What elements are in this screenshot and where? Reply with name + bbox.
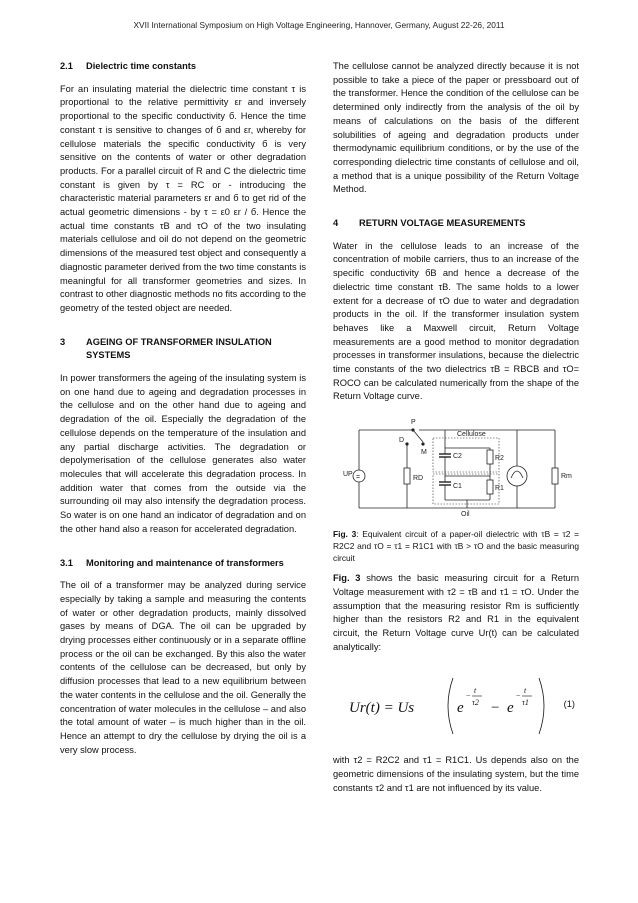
caption-text: : Equivalent circuit of a paper-oil dielectric with τB = τ2 = R2C2 and τO = τ1 = R1C1 with τB > τO and the basic measuring circuit bbox=[333, 529, 580, 564]
switch-node-m bbox=[422, 443, 424, 445]
right-column bbox=[333, 60, 579, 804]
label-m: M bbox=[421, 449, 427, 457]
fig3-ref: Fig. 3 bbox=[333, 573, 361, 584]
resistor-r2 bbox=[487, 450, 493, 464]
switch-node-p bbox=[412, 429, 414, 431]
exp-minus-2: − bbox=[516, 691, 521, 701]
section-4-paragraph: Water in the cellulose leads to an increase of the concentration of mobile carriers, thus to an increase of the specific conductivity бB and hence a decrease of the dielectric time constant τB. The same holds to a lower extent for a decrease of τO due to water and degradation products in the oil. If the transformer insulation system behaves like a Maxwell circuit, Return Voltage measurements are a good method to monitor degradation processes in transformer insulations, because the dielectric time constants of the two dielectrics τB = RBCB and τO= ROCO can be calculated numerically from the shape of the Return Voltage curve. bbox=[333, 240, 579, 402]
label-d: D bbox=[399, 437, 405, 445]
section-2-1-paragraph: For an insulating material the dielectric time constant τ is proportional to the relative permittivity εr and inversely proportional to the specific conductivity б. Hence the time constant τ is sensitive to changes of б and εr, whereby for cellulose materials the specific conductivity б is very sensitive on the contents of water or other degradation products. For a parallel circuit of R and C the dielectric time constant is given by τ = RC or - introducing the characteristic material parameters εr and б to get rid of the actual geometric dimensions - by τ = ε0 εr / б. Hence the actual time constants τB and τO of the two insulating materials cellulose and oil do not depend on the geometric dimensions of the measured test object and consequently a diagnostic parameter derived from the two time constants is meaningful for all transformer geometries and sizes. In contrast to other diagnostic methods no fits according to the geometry of the tested object are needed. bbox=[60, 83, 306, 313]
cellulose-paragraph: The cellulose cannot be analyzed directly because it is not possible to take a piece of the paper or pressboard out of the transformer. Hence the condition of the cellulose can be determined only indirectly from the analysis of the oil by means of calculations on the basis of the different solubilities of ageing and degradation products under thermodynamic equilibrium conditions, or by the use of the corresponding dielectric time constants of cellulose and oil, a method that is a unique possibility of the Return Voltage Method. bbox=[333, 61, 579, 195]
label-c2: C2 bbox=[453, 453, 462, 461]
label-p: P bbox=[411, 419, 416, 427]
left-column bbox=[60, 60, 306, 765]
figure-3-circuit bbox=[333, 412, 579, 522]
after-equation-paragraph: with τ2 = R2C2 and τ1 = R1C1. Us depends also on the geometric dimensions of the insulating system, but the time constants τ2 and τ1 are not influenced by its value. bbox=[333, 755, 579, 793]
label-r1: R1 bbox=[495, 485, 504, 493]
voltmeter-circle bbox=[507, 466, 527, 486]
circuit-diagram bbox=[345, 412, 575, 522]
section-3-heading: 3 AGEING OF TRANSFORMER INSULATION SYSTEMS bbox=[60, 336, 272, 361]
exp-t-2: t bbox=[524, 686, 527, 696]
resistor-r1 bbox=[487, 480, 493, 494]
equation-1 bbox=[333, 662, 579, 746]
fig3-description-paragraph bbox=[333, 572, 579, 654]
label-oil: Oil bbox=[461, 511, 470, 519]
exp-e-1: e bbox=[457, 700, 464, 717]
section-4-heading: 4 RETURN VOLTAGE MEASUREMENTS bbox=[333, 218, 526, 229]
equation-number: (1) bbox=[563, 699, 575, 710]
label-cellulose: Cellulose bbox=[457, 431, 486, 439]
exp-minus-1: − bbox=[466, 691, 471, 701]
fig3-description-text: shows the basic measuring circuit for a Return Voltage measurement with τ2 = τB and τ1 = τO. Under the assumption that the measuring resistor Rm is sufficiently higher than the resistors R2 and R1 in the equivalent circuit, the Return Voltage curve Ur(t) can be calculated analytically: bbox=[333, 573, 579, 652]
figure-3-caption bbox=[333, 528, 579, 564]
oil-box bbox=[433, 474, 499, 504]
equation-lhs: Ur(t) = Us bbox=[349, 700, 415, 717]
label-source-eq: = bbox=[356, 474, 361, 482]
resistor-rd bbox=[404, 468, 410, 484]
section-3-1-paragraph: The oil of a transformer may be analyzed during service especially by taking a sample and measuring the contents of water or other degradation products, mainly dissolved gases by means of DGA. The oil can be upgraded by drying processes either continuously or in a separate offline process or the oil can be exchanged. By this also the water contents of the cellulose can be decreased, but only by diffusion processes that lead to a new equilibrium between the water contents in the cellulose and the oil. Generally the concentration of water molecules in the cellulose – and also the total amount of water – is much higher than in the oil. Hence an attempt to dry the cellulose by drying the oil is a very slow process. bbox=[60, 580, 306, 755]
cellulose-box bbox=[433, 438, 499, 472]
section-3-1-heading: 3.1 Monitoring and maintenance of transformers bbox=[60, 557, 284, 568]
section-2-1-heading: 2.1 Dielectric time constants bbox=[60, 61, 197, 71]
label-c1: C1 bbox=[453, 483, 462, 491]
exp-tau1: τ1 bbox=[522, 698, 529, 708]
eq-minus: − bbox=[491, 700, 500, 717]
label-r2: R2 bbox=[495, 455, 504, 463]
label-rm: Rm bbox=[561, 473, 572, 481]
exp-e-2: e bbox=[507, 700, 514, 717]
label-up: UP bbox=[343, 471, 353, 479]
resistor-rm bbox=[552, 468, 558, 484]
exp-t-1: t bbox=[474, 686, 477, 696]
section-3-paragraph: In power transformers the ageing of the insulating system is on one hand due to ageing and degradation processes in the cellulose and on the other hand due to ageing and degradation of the oil. Especially the degradation of the cellulose depends on the temperature of the insulation and any partial discharge activities. The degradation or depolymerisation of the cellulose generates also water molecules that will accelerate this degradation process. In addition water that comes from the outside via the surrounding oil may also intensify the degradation process. So water is on one hand an indicator of degradation and on the other hand also a reason for accelerated degradation. bbox=[60, 373, 306, 534]
page-header: XVII International Symposium on High Voltage Engineering, Hannover, Germany, August 22-26, 2011 bbox=[133, 20, 505, 30]
equation-svg bbox=[333, 662, 563, 746]
left-paren bbox=[448, 678, 453, 734]
caption-lead: Fig. 3 bbox=[333, 529, 357, 540]
voltmeter-arc bbox=[511, 471, 523, 478]
exp-tau2: τ2 bbox=[472, 698, 479, 708]
right-paren bbox=[539, 678, 544, 734]
switch-blade bbox=[413, 430, 423, 442]
label-rd: RD bbox=[413, 475, 424, 483]
